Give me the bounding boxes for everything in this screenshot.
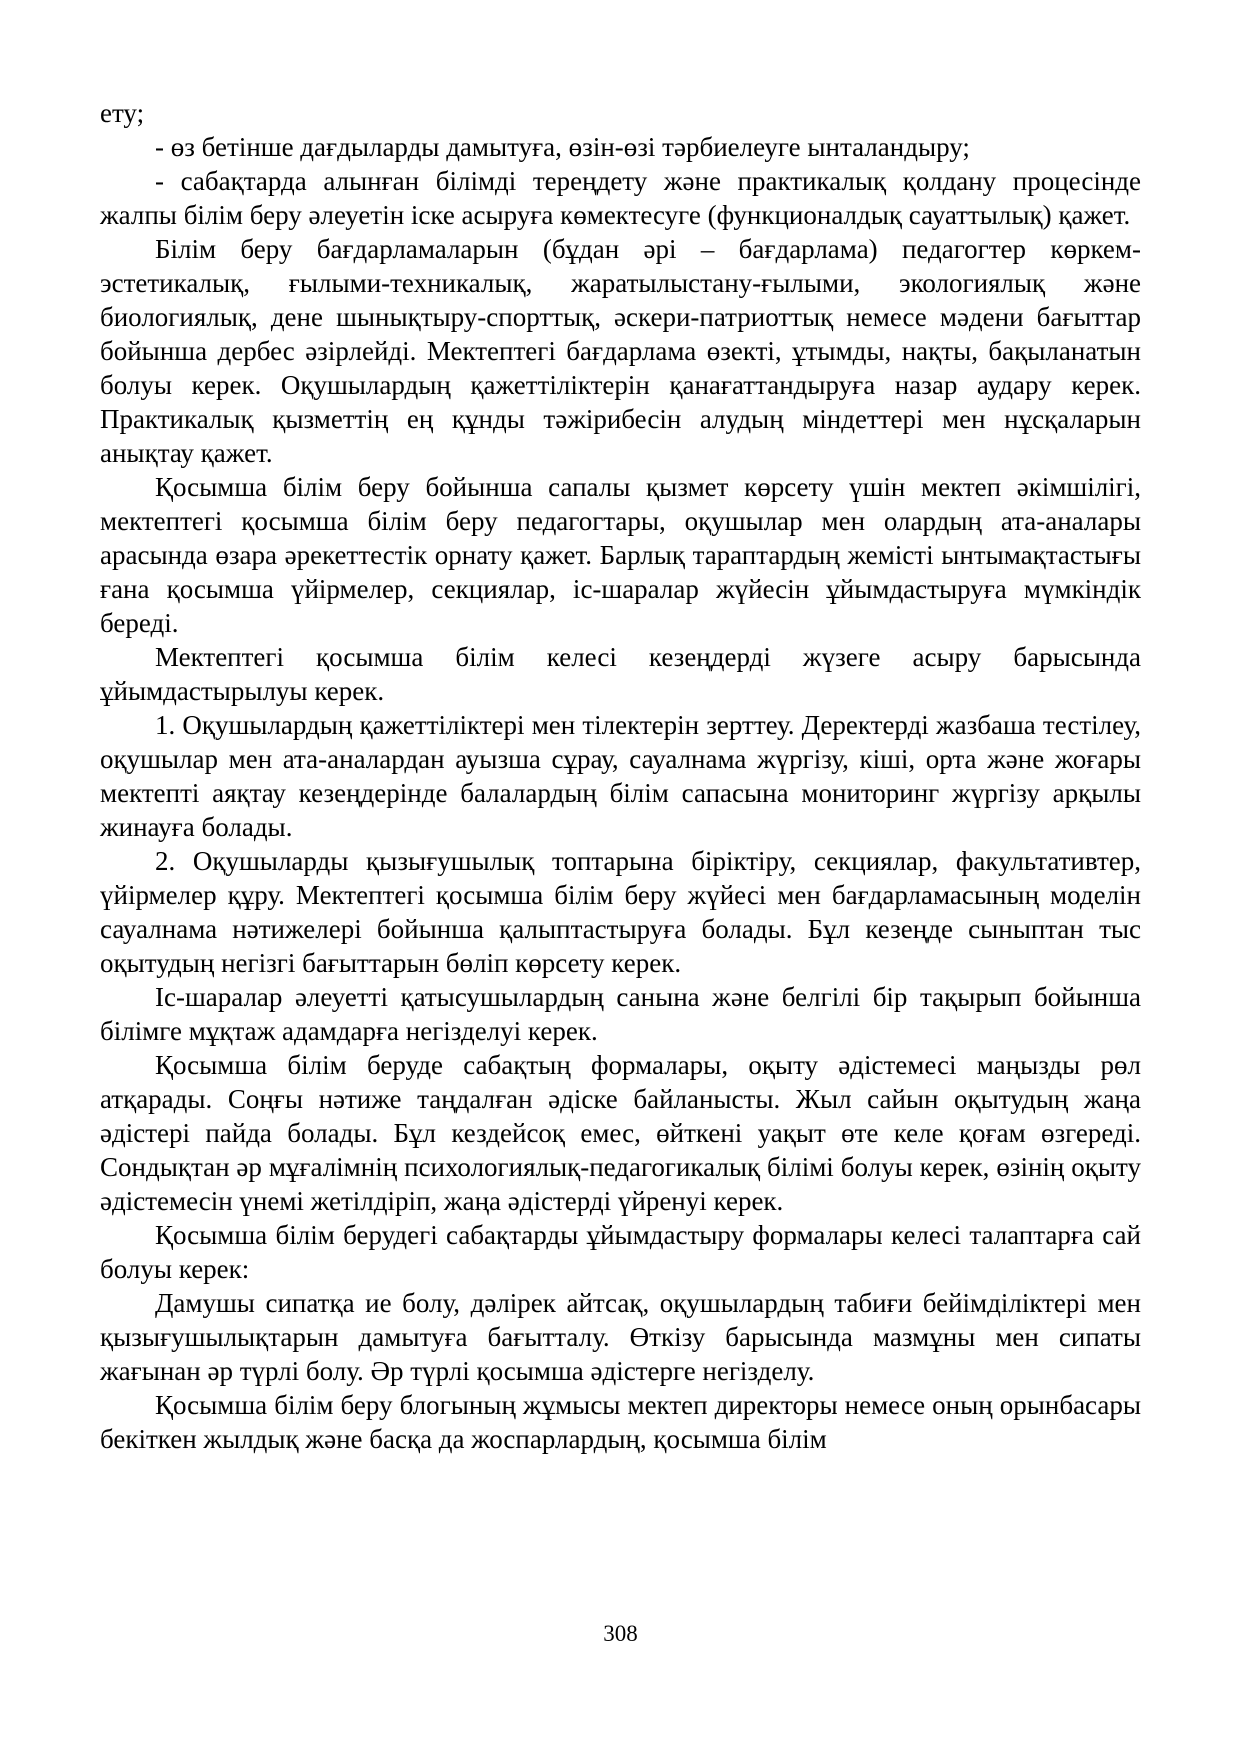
paragraph: Қосымша білім беруде сабақтың формалары, оқыту әдістемесі маңызды рөл атқарады. Соңғы нәтиже таңдалған әдіске байланысты. Жыл сайын оқытудың жаңа әдістері пайда болады. Бұл кездейсоқ емес, өйткені уақыт өте келе қоғам өзгереді. Сондықтан әр мұғалімнің психологиялық-педагогикалық білімі болуы керек, өзінің оқыту әдістемесін үнемі жетілдіріп, жаңа әдістерді үйренуі керек. <box>100 1050 1141 1216</box>
paragraph: Қосымша білім берудегі сабақтарды ұйымдастыру формалары келесі талаптарға сай болуы керек: <box>100 1220 1141 1284</box>
paragraph: Қосымша білім беру блогының жұмысы мектеп директоры немесе оның орынбасары бекіткен жылдық және басқа да жоспарлардың, қосымша білім <box>100 1390 1141 1454</box>
page-number: 308 <box>603 1621 638 1646</box>
paragraph: Іс-шаралар әлеуетті қатысушылардың санына және белгілі бір тақырып бойынша білімге мұқтаж адамдарға негізделуі керек. <box>100 982 1141 1046</box>
page-text <box>100 96 1141 1456</box>
paragraph: - сабақтарда алынған білімді тереңдету және практикалық қолдану процесінде жалпы білім беру әлеуетін іске асыруға көмектесуге (функционалдық сауаттылық) қажет. <box>100 166 1141 230</box>
paragraph: ету; <box>100 98 145 128</box>
paragraph: Мектептегі қосымша білім келесі кезеңдерді жүзеге асыру барысында ұйымдастырылуы керек. <box>100 642 1141 706</box>
paragraph: 2. Оқушыларды қызығушылық топтарына біріктіру, секциялар, факультативтер, үйірмелер құру. Мектептегі қосымша білім беру жүйесі мен бағдарламасының моделін сауалнама нәтижелері бойынша қалыптастыруға болады. Бұл кезеңде сыныптан тыс оқытудың негізгі бағыттарын бөліп көрсету керек. <box>100 846 1141 978</box>
paragraph: Дамушы сипатқа ие болу, дәлірек айтсақ, оқушылардың табиғи бейімділіктері мен қызығушылықтарын дамытуға бағытталу. Өткізу барысында мазмұны мен сипаты жағынан әр түрлі болу. Әр түрлі қосымша әдістерге негізделу. <box>100 1288 1141 1386</box>
paragraph: Қосымша білім беру бойынша сапалы қызмет көрсету үшін мектеп әкімшілігі, мектептегі қосымша білім беру педагогтары, оқушылар мен олардың ата-аналары арасында өзара әрекеттестік орнату қажет. Барлық тараптардың жемісті ынтымақтастығы ғана қосымша үйірмелер, секциялар, іс-шаралар жүйесін ұйымдастыруға мүмкіндік береді. <box>100 472 1141 638</box>
paragraph: - өз бетінше дағдыларды дамытуға, өзін-өзі тәрбиелеуге ынталандыру; <box>155 132 970 162</box>
paragraph: Білім беру бағдарламаларын (бұдан әрі – бағдарлама) педагогтер көркем-эстетикалық, ғылыми-техникалық, жаратылыстану-ғылыми, экологиялық және биологиялық, дене шынықтыру-спорттық, әскери-патриоттық немесе мәдени бағыттар бойынша дербес әзірлейді. Мектептегі бағдарлама өзекті, ұтымды, нақты, бақыланатын болуы керек. Оқушылардың қажеттіліктерін қанағаттандыруға назар аудару керек. Практикалық қызметтің ең құнды тәжірибесін алудың міндеттері мен нұсқаларын анықтау қажет. <box>100 234 1141 468</box>
paragraph: 1. Оқушылардың қажеттіліктері мен тілектерін зерттеу. Деректерді жазбаша тестілеу, оқушылар мен ата-аналардан ауызша сұрау, сауалнама жүргізу, кіші, орта және жоғары мектепті аяқтау кезеңдерінде балалардың білім сапасына мониторинг жүргізу арқылы жинауға болады. <box>100 710 1141 842</box>
